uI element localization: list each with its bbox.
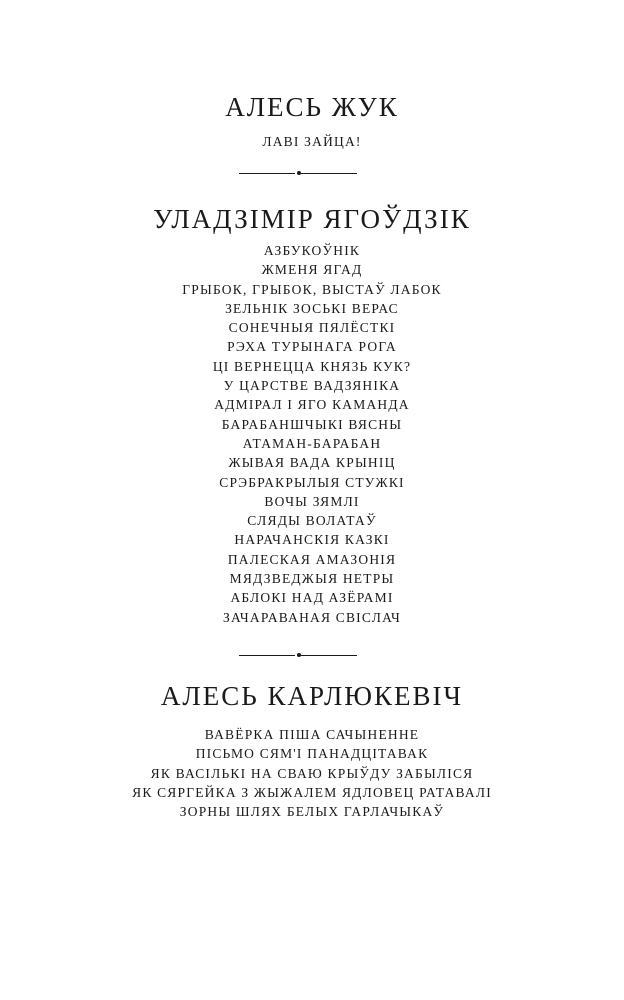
title-item: ГРЫБОК, ГРЫБОК, ВЫСТАЎ ЛАБОК (182, 281, 442, 297)
title-list (0, 241, 624, 627)
section-divider (0, 650, 624, 660)
title-item: У ЦАРСТВЕ ВАДЗЯНІКА (223, 378, 401, 394)
title-item: СРЭБРАКРЫЛЫЯ СТУЖКІ (219, 474, 405, 490)
title-list (0, 725, 624, 821)
title-item: НАРАЧАНСКІЯ КАЗКІ (234, 532, 390, 548)
divider-line-right (301, 655, 357, 656)
title-item: ЖМЕНЯ ЯГАД (261, 262, 363, 278)
divider-line-left (239, 655, 295, 656)
divider-dot (297, 653, 301, 657)
title-item: ЖЫВАЯ ВАДА КРЫНІЦ (228, 455, 396, 471)
title-item: ЗЕЛЬНІК ЗОСЬКІ ВЕРАС (225, 300, 399, 316)
title-item: ЗОРНЫ ШЛЯХ БЕЛЫХ ГАРЛАЧЫКАЎ (179, 804, 445, 820)
title-item: СЛЯДЫ ВОЛАТАЎ (247, 513, 377, 529)
title-item: ЯК СЯРГЕЙКА З ЖЫЖАЛЕМ ЯДЛОВЕЦ РАТАВАЛІ (132, 784, 492, 800)
title-item: ПАЛЕСКАЯ АМАЗОНІЯ (227, 551, 397, 567)
title-item: МЯДЗВЕДЖЫЯ НЕТРЫ (229, 571, 395, 587)
title-item: АДМІРАЛ І ЯГО КАМАНДА (214, 397, 410, 413)
divider-line-right (301, 173, 357, 174)
title-list (0, 132, 624, 151)
section-divider (0, 168, 624, 178)
title-item: ПІСЬМО СЯМ'І ПАНАДЦІТАВАК (195, 746, 429, 762)
author-section-karlyukevich (0, 679, 624, 821)
title-item: ЗАЧАРАВАНАЯ СВІСЛАЧ (223, 609, 401, 625)
title-item: ЛАВІ ЗАЙЦА! (262, 134, 362, 149)
author-name: УЛАДЗІМІР ЯГОЎДЗІК (153, 204, 471, 234)
author-name: АЛЕСЬ КАРЛЮКЕВІЧ (160, 681, 464, 711)
divider-line-left (239, 173, 295, 174)
title-item: ВОЧЫ ЗЯМЛІ (264, 493, 360, 509)
title-item: АЗБУКОЎНІК (263, 243, 361, 258)
title-item: ЦІ ВЕРНЕЦЦА КНЯЗЬ КУК? (212, 358, 412, 374)
title-item: АБЛОКІ НАД АЗЁРАМІ (230, 590, 394, 606)
divider-dot (297, 171, 301, 175)
author-section-yagoudzik (0, 202, 624, 627)
author-section-zhuk (0, 90, 624, 151)
title-item: РЭХА ТУРЫНАГА РОГА (227, 339, 397, 355)
title-item: ЯК ВАСІЛЬКІ НА СВАЮ КРЫЎДУ ЗАБЫЛІСЯ (150, 765, 474, 781)
author-name: АЛЕСЬ ЖУК (225, 92, 399, 122)
title-item: СОНЕЧНЫЯ ПЯЛЁСТКІ (228, 320, 396, 336)
title-item: БАРАБАНШЧЫКІ ВЯСНЫ (221, 416, 403, 432)
title-item: АТАМАН-БАРАБАН (242, 435, 382, 451)
title-item: ВАВЁРКА ПІША САЧЫНЕННЕ (204, 727, 420, 742)
